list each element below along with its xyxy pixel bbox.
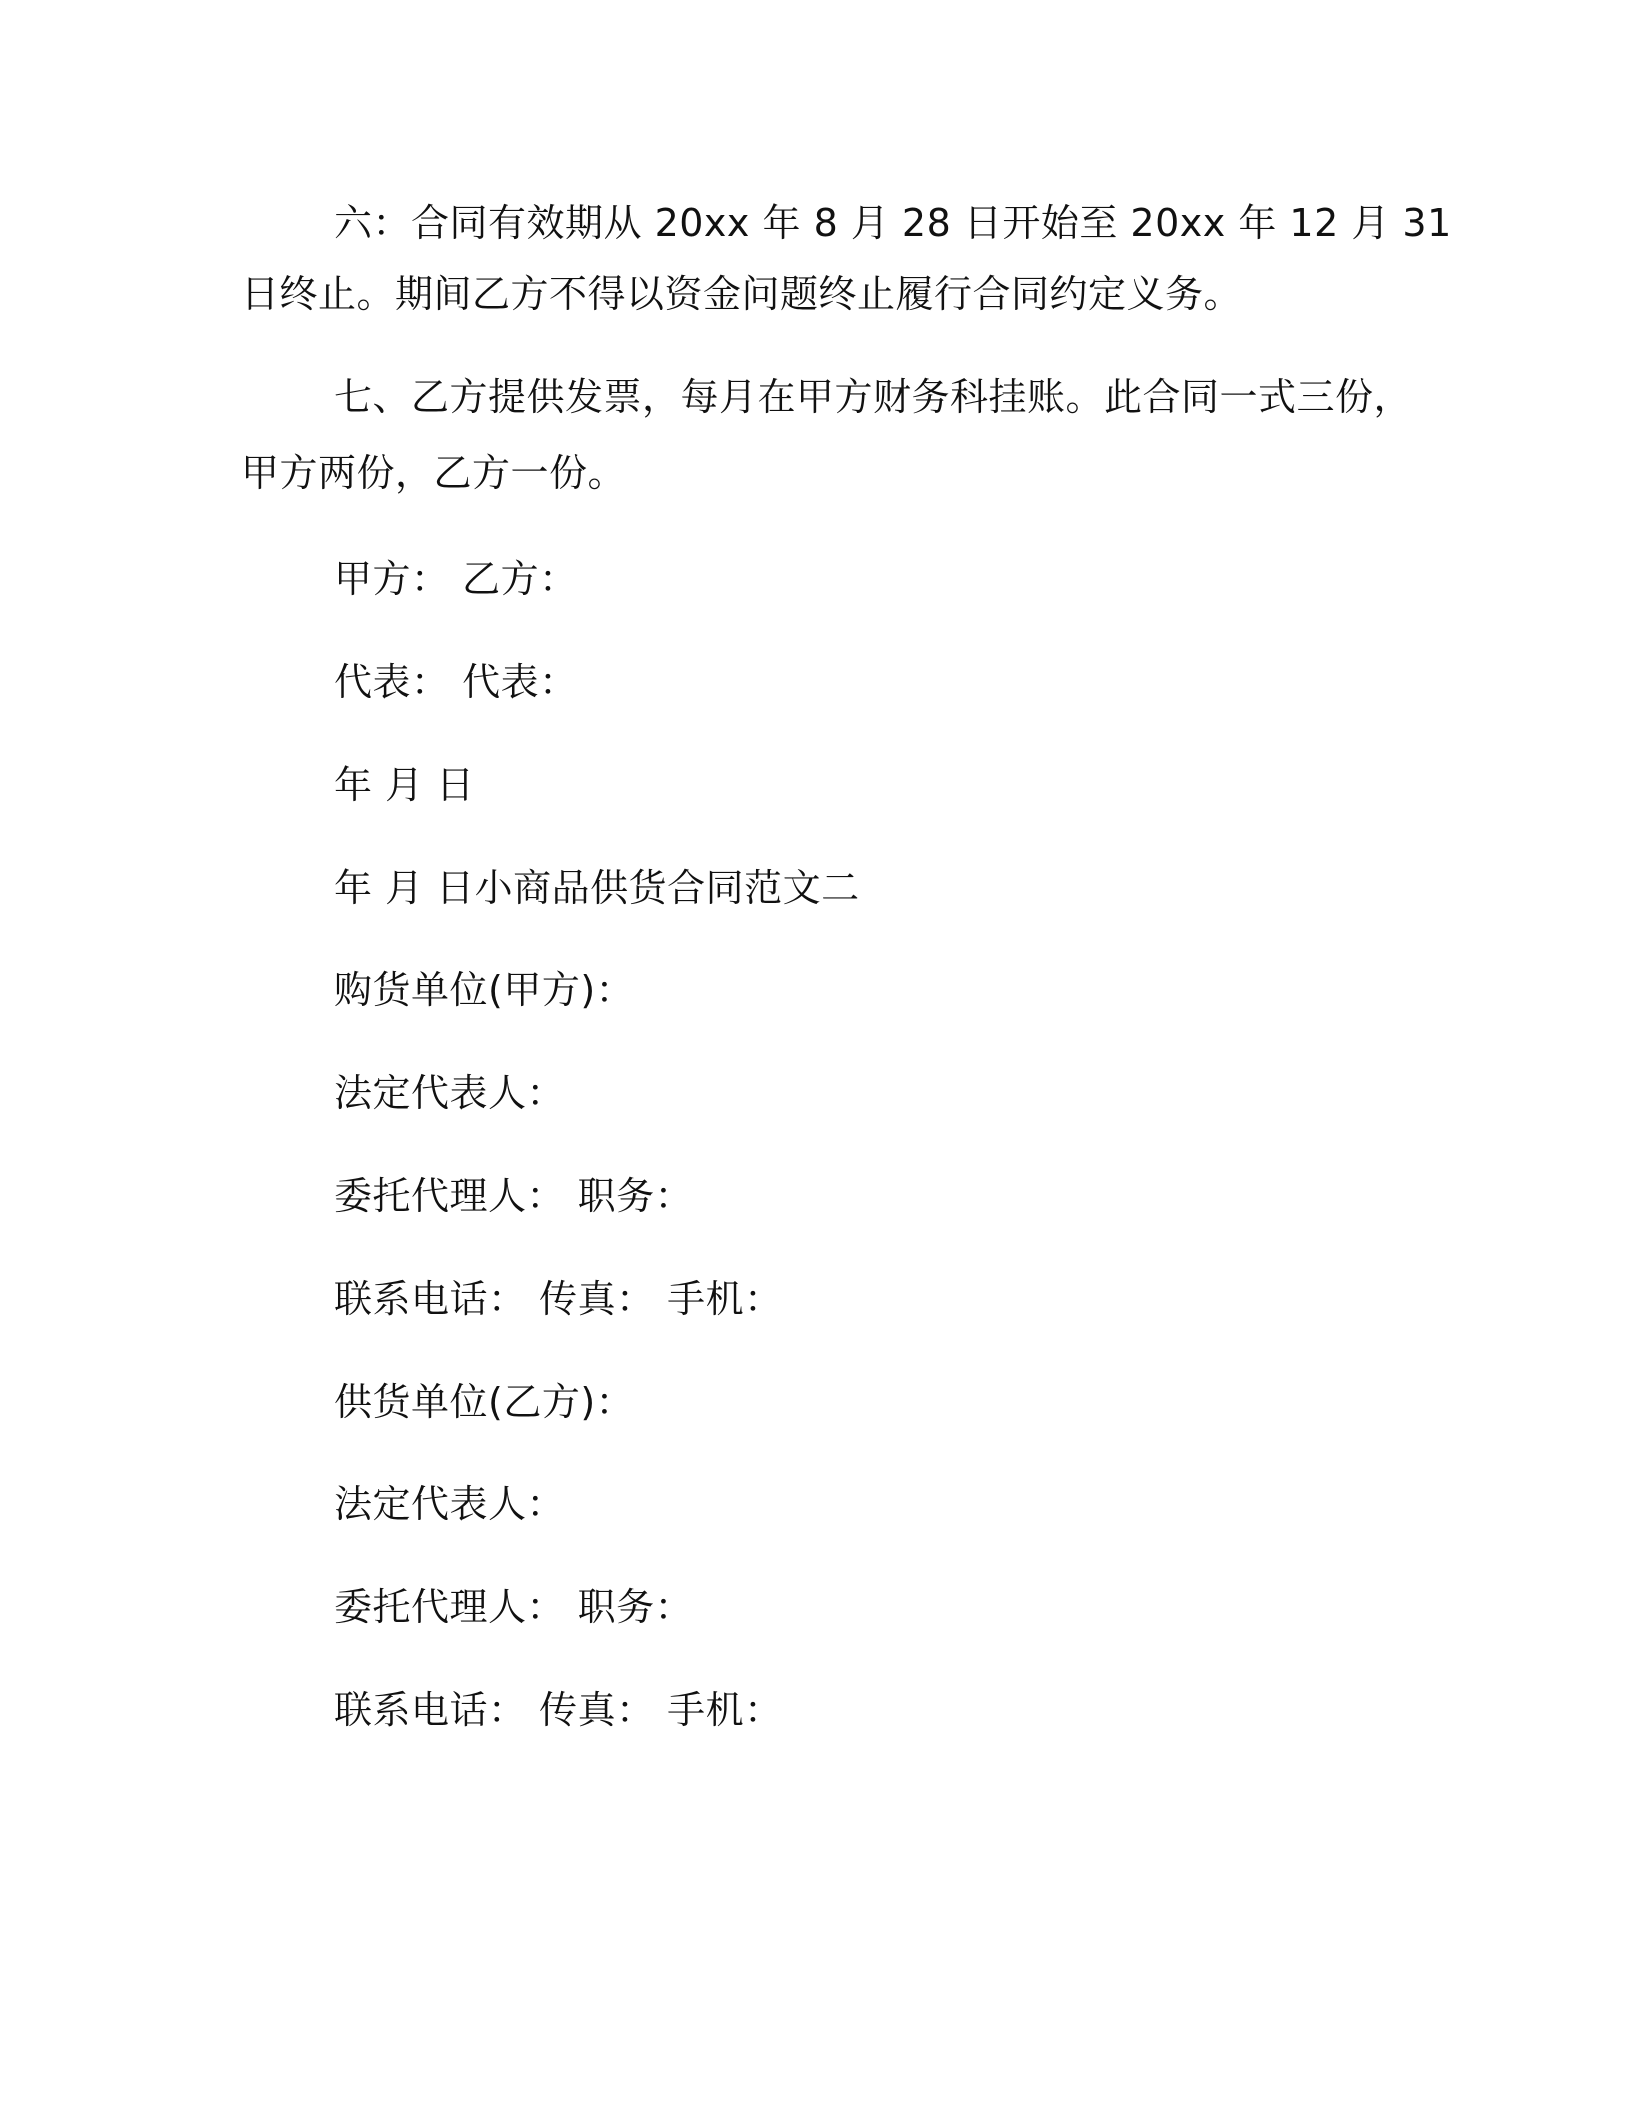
clause-six-line-2: 日终止。期间乙方不得以资金问题终止履行合同约定义务。 bbox=[241, 272, 1243, 316]
supplier-unit-label: 供货单位(乙方)： bbox=[334, 1380, 635, 1424]
second-contract-title: 年 月 日小商品供货合同范文二 bbox=[334, 866, 860, 910]
date-line: 年 月 日 bbox=[334, 763, 475, 807]
supplier-legal-rep-label: 法定代表人： bbox=[334, 1482, 566, 1526]
buyer-contact-label: 联系电话： 传真： 手机： bbox=[334, 1277, 783, 1321]
supplier-agent-label: 委托代理人： 职务： bbox=[334, 1585, 694, 1629]
buyer-agent-label: 委托代理人： 职务： bbox=[334, 1174, 694, 1218]
clause-six-line-1: 六：合同有效期从 20xx 年 8 月 28 日开始至 20xx 年 12 月 31 bbox=[334, 201, 1452, 245]
buyer-unit-label: 购货单位(甲方)： bbox=[334, 968, 635, 1012]
clause-seven-line-1: 七、乙方提供发票，每月在甲方财务科挂账。此合同一式三份， bbox=[334, 375, 1413, 419]
clause-seven-line-2: 甲方两份，乙方一份。 bbox=[241, 451, 627, 495]
supplier-contact-label: 联系电话： 传真： 手机： bbox=[334, 1688, 783, 1732]
parties-line: 甲方： 乙方： bbox=[334, 557, 578, 601]
buyer-legal-rep-label: 法定代表人： bbox=[334, 1071, 566, 1115]
representatives-line: 代表： 代表： bbox=[334, 660, 578, 704]
